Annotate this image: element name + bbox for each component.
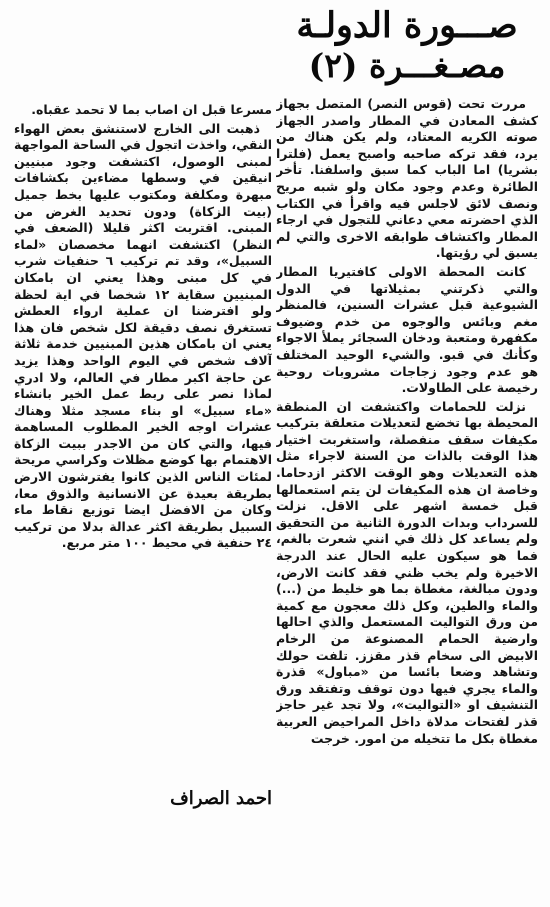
paragraph-airport-restrooms: نزلت للحمامات واكتشفت ان المنطقة المحيطة بها تخضع لتعديلات متعلقة بتركيب مكيفات سقف منفصلة، واستغربت اختيار هذا الوقت بالذات من السنة لاجراء مثل هذه التعديلات وهو الوقت الاكثر ازدحاما. وخاصة ان هذه المكيفات لن يتم استعمالها قبل خمسة اشهر على الاقل. نزلت للسرداب وبدات الدورة الثانية من التحقيق ولم يساعد كل ذلك في انني شعرت بالغم، فما هو سيكون عليه الحال عند الدرجة الاخيرة ولم يخب ظني فقد كانت الارض، ودون مبالغة، مغطاة بما هو خليط من (...) والماء والطين، وكل ذلك معجون مع كمية من ورق التواليت المستعمل والذي احالها وارضية الحمام المصنوعة من الرخام الابيض الى سخام قذر مقزز. تلفت حولك وتشاهد وضعا بائسا من «مباول» قذرة والماء يجري فيها دون توقف وتفتقد ورق التنشيف او «التواليت»، ولا تجد غير حاجز قذر لفتحات مدلاة داخل المراحيض العربية مغطاة بكل ما تتخيله من امور. خرجت: [276, 398, 538, 746]
headline-line-2: مصـغـــرة (٢): [308, 46, 506, 85]
paragraph-airport-metal-detector: مررت تحت (قوس النصر) المتصل بجهاز كشف المعادن في المطار واصدر الجهاز صوته الكريه المعتاد، ولم يكن هناك من يرد، فقد تركه صاحبه واصبح يعمل (فلترا بشريا) اما الباب كما سبق واسلفنا. تأخر الطائرة وعدم وجود مكان ولو شبه مريح ونصف لائق لاجلس فيه واقرأ في الكتاب الذي احضرته معي دعاني للتجول في ارجاء المطار واكتشاف طوابقه الاخرى والتي لم يسبق لي رؤيتها.: [276, 96, 538, 261]
paragraph-zakat-house: ذهبت الى الخارج لاستنشق بعض الهواء النقي، واخذت اتجول في الساحة المواجهة لمبنى الوصول، اكتشفت وجود مبنيين انيقين في وسطها مضاءين بكشافات مبهرة ومكلفة ومكتوب عليها بخط جميل (بيت الزكاة) ودون تحديد الغرض من المبنى. اقتربت اكثر قليلا (الضعف في النظر) اكتشفت انهما مخصصان «لماء السبيل»، وقد تم تركيب ٦ حنفيات شرب في كل مبنى وهذا يعني ان بامكان المبنيين سقاية ١٢ شخصا في اية لحظة ولو افترضنا ان عملية ارواء العطش تستغرق نصف دقيقة لكل شخص فان هذا يعني ان بامكان هذين المبنيين خدمة ثلاثة آلاف شخص في اليوم الواحد وهذا يزيد عن حاجة اكبر مطار في العالم، ولا ادري لماذا نصر على ربط عمل الخير بانشاء «ماء سبيل» او بناء مسجد مثلا وهناك عشرات اوجه الخير المطلوب المساهمة فيها، والتي كان من الاجدر ببيت الزكاة الاهتمام بها كوضع مظلات وكراسي مريحة لمئات الناس الذين كانوا يفترشون الارض بطريقة بعيدة عن الانسانية والذوق معا، وكان من الافضل ايضا توزيع نقاط ماء السبيل بطريقة اكثر عدالة بدلا من تركيب ٢٤ حنفية في محيط ١٠٠ متر مربع.: [14, 120, 272, 551]
author-byline: احمد الصراف: [170, 788, 272, 809]
paragraph-continuation: مسرعا قبل ان اصاب بما لا تحمد عقباه.: [31, 102, 272, 117]
article-column-left: [14, 102, 272, 742]
paragraph-airport-cafeteria: كانت المحطة الاولى كافتيريا المطار والتي ذكرتني بمثيلاتها في الدول الشيوعية قبل عشرات السنين، فالمنظر مغم وبائس والوجوه من خدم وضيوف مكفهرة ومتعبة ودخان السجائر يملأ الاجواء وكأنك في قبو. والشيء الوحيد المختلف هو عدم وجود زجاجات مشروبات روحية رخيصة على الطاولات.: [276, 263, 538, 396]
article-column-right: [276, 96, 538, 904]
headline-line-1: صـــورة الدولـة: [296, 5, 518, 46]
article-headline: [272, 6, 542, 88]
